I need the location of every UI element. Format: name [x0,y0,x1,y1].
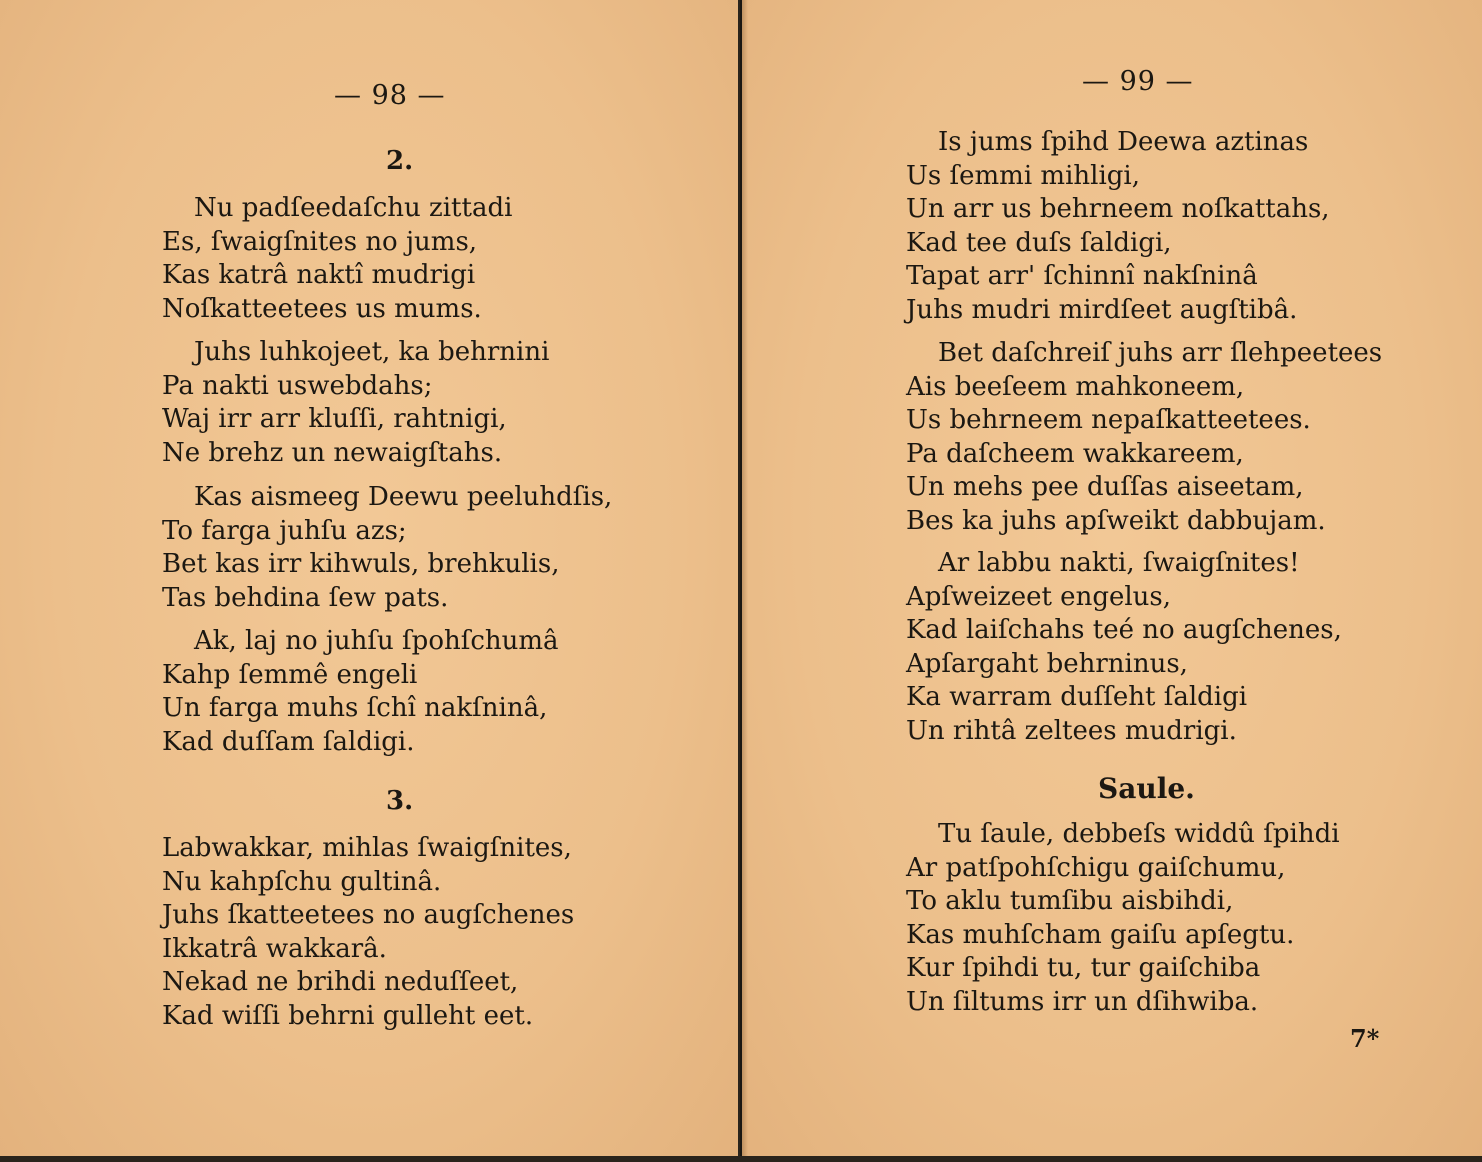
verse-line: Es, ſwaigſnites no jums, [162,226,478,257]
right-stanza-1 [906,126,1330,327]
verse-line: Nu kahpſchu gultinâ. [162,866,442,897]
verse-line: Pa nakti uswebdahs; [162,370,433,401]
verse-line: Ais beeſeem mahkoneem, [906,371,1245,402]
verse-line: Apſweizeet engelus, [906,581,1172,612]
signature-mark: 7* [1350,1024,1380,1053]
poem-2-stanza-3 [162,481,612,615]
saule-title: Saule. [1098,772,1195,805]
page-number-98: — 98 — [334,80,446,111]
verse-line: Kad tee duſs ſaldigi, [906,227,1172,258]
verse-line: Ka warram duſſeht ſaldigi [906,682,1248,712]
verse-line: Kas katrâ naktî mudrigi [162,260,476,290]
verse-line: Un arr us behrneem noſkattahs, [906,194,1330,224]
verse-line: Ikkatrâ wakkarâ. [162,933,387,964]
poem-3-number: 3. [386,786,414,816]
right-stanza-3 [906,547,1342,748]
verse-line: Kad laiſchahs teé no augſchenes, [906,615,1342,645]
page-number-99: — 99 — [1082,66,1194,97]
verse-line: Ak, laj no juhſu ſpohſchumâ [194,626,559,656]
verse-line: Bet kas irr kihwuls, brehkulis, [162,549,560,579]
right-page [742,0,1482,1162]
right-stanza-2 [906,337,1382,538]
verse-line: Ne brehz un newaigſtahs. [162,437,503,468]
verse-line: Bet daſchreiſ juhs arr ſlehpeetees [938,338,1383,368]
verse-line: Tu ſaule, debbeſs widdû ſpihdi [938,819,1340,849]
verse-line: Nu padſeedaſchu zittadi [194,193,513,223]
gutter-shadow [742,0,748,1162]
verse-line: Kas muhſcham gaiſu apſegtu. [906,919,1295,950]
verse-line: To farga juhſu azs; [162,515,407,546]
bottom-edge [0,1156,1482,1162]
verse-line: Us ſemmi mihligi, [906,160,1140,191]
verse-line: Kad duſſam ſaldigi. [162,726,415,757]
verse-line: Nekad ne brihdi neduſſeet, [162,967,519,997]
poem-2-number: 2. [386,146,414,176]
verse-line: Un mehs pee duſſas aiseetam, [906,472,1304,502]
poem-3-stanza [162,832,574,1033]
verse-line: Ar labbu nakti, ſwaigſnites! [938,548,1300,578]
verse-line: Bes ka juhs apſweikt dabbujam. [906,505,1326,536]
verse-line: Ar patſpohſchigu gaiſchumu, [906,852,1286,883]
verse-line: Un ſiltums irr un dſihwiba. [906,986,1259,1017]
saule-stanza [906,818,1340,1019]
verse-line: Un rihtâ zeltees mudrigi. [906,715,1237,746]
verse-line: Kahp ſemmê engeli [162,659,418,690]
left-page [0,0,740,1162]
verse-line: Juhs mudri mirdſeet augſtibâ. [906,294,1298,325]
verse-line: Noſkatteetees us mums. [162,293,482,324]
verse-line: Pa daſcheem wakkareem, [906,438,1244,469]
verse-line: Tapat arr' ſchinnî nakſninâ [906,261,1258,291]
verse-line: Tas behdina ſew pats. [162,582,449,613]
verse-line: Kur ſpihdi tu, tur gaiſchiba [906,953,1261,983]
verse-line: Juhs luhkojeet, ka behrnini [194,337,550,367]
poem-2-stanza-2 [162,336,549,470]
verse-line: Un farga muhs ſchî nakſninâ, [162,693,548,723]
verse-line: Kad wiſſi behrni gulleht eet. [162,1000,534,1031]
verse-line: Apſargaht behrninus, [906,648,1188,679]
poem-2-stanza-1 [162,192,512,326]
verse-line: Kas aismeeg Deewu peeluhdſis, [194,482,613,512]
verse-line: Labwakkar, mihlas ſwaigſnites, [162,833,572,863]
verse-line: Juhs ſkatteetees no augſchenes [162,900,575,930]
verse-line: To aklu tumſibu aisbihdi, [906,886,1234,916]
verse-line: Waj irr arr kluſſi, rahtnigi, [162,404,507,434]
verse-line: Is jums ſpihd Deewa aztinas [938,127,1309,157]
verse-line: Us behrneem nepaſkatteetees. [906,405,1311,435]
poem-2-stanza-4 [162,625,559,759]
